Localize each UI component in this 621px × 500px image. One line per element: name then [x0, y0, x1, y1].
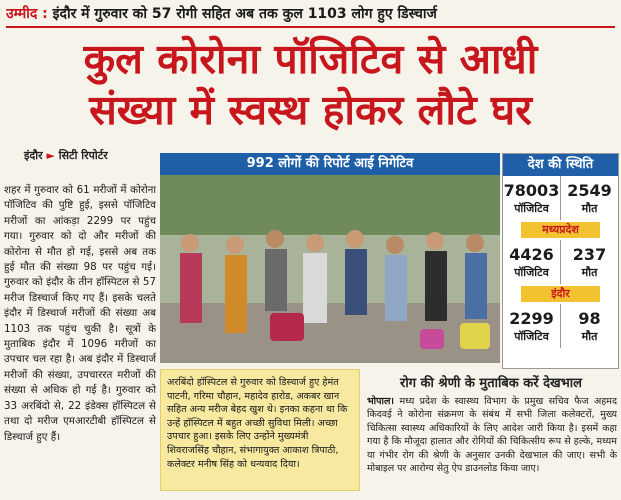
- strap-divider: [6, 26, 615, 28]
- country-deaths-count: 2549: [567, 181, 612, 200]
- city-stats-row: [503, 304, 618, 348]
- stats-box: [502, 153, 619, 369]
- side-story-body: [367, 395, 617, 495]
- stats-title: देश की स्थिति: [503, 154, 618, 176]
- discharged-patients-photo: [160, 153, 500, 363]
- state-positive-count: 4426: [509, 245, 554, 264]
- country-positive-count: 78003: [503, 181, 560, 200]
- country-deaths-label: मौत: [581, 202, 598, 215]
- city-positive-count: 2299: [509, 309, 554, 328]
- photo-caption-box: अरबिंदो हॉस्पिटल से गुरुवार को डिस्चार्ज हुए हेमंत पाटनी, गरिमा चौहान, महादेव हारोड, अकबर खान सहित अन्य मरीज बेहद खुश थे। इनका कहना था कि उन्हें हॉस्पिटल में बहुत अच्छी सुविधा मिली। अच्छा उपचार हुआ। इसके लिए उन्होंने मुख्यमंत्री शिवराजसिंह चौहान, संभागायुक्त आकाश त्रिपाठी, कलेक्टर मनीष सिंह को धन्यवाद दिया।: [160, 369, 360, 491]
- dateline-separator: ►: [46, 149, 55, 162]
- dateline: [24, 148, 108, 163]
- city-positive-label: पॉजिटिव: [514, 330, 549, 343]
- city-label: इंदौर: [521, 286, 600, 302]
- dateline-place: इंदौर: [24, 149, 43, 162]
- side-story-headline: रोग की श्रेणी के मुताबिक करें देखभाल: [400, 376, 582, 391]
- side-story-text: मध्य प्रदेश के स्वास्थ्य विभाग के प्रमुख सचिव फैज अहमद किदवई ने कोरोना संक्रमण के संबंध में सभी जिला कलेक्टरों, मुख्य चिकित्सा स्वास्थ्य अधिकारियों के लिए आदेश जारी किया है। इसमें कहा गया है कि मौजूदा हालात और रोगियों की चिकित्सीय रूप से हल्के, मध्यम या गंभीर रोग की श्रेणी के अनुसार उनकी देखभाल की जाए। सभी के मोबाइल पर आरोग्य सेतु ऐप डाउनलोड किया जाए।: [367, 396, 617, 475]
- main-headline: [6, 34, 615, 136]
- city-deaths-label: मौत: [581, 330, 598, 343]
- city-deaths-count: 98: [578, 309, 601, 328]
- state-label: मध्यप्रदेश: [521, 222, 600, 238]
- state-deaths-count: 237: [572, 245, 607, 264]
- country-positive-label: पॉजिटिव: [514, 202, 549, 215]
- state-positive-label: पॉजिटिव: [514, 266, 549, 279]
- main-story-body: शहर में गुरुवार को 61 मरीजों में कोरोना पॉजिटिव की पुष्टि हुई, इससे पॉजिटिव मरीजों का आंकड़ा 2299 पर पहुंच गया। गुरुवार को दो और मरीजों की कोरोना से मौत हो गई, इससे अब तक हुई मौत की संख्या 98 पर पहुंच गई। गुरुवार को इंदौर के तीन हॉस्पिटल से 57 मरीज डिस्चार्ज किए गए हैं। इसके चलते इंदौर में डिस्चार्ज मरीजों की संख्या अब 1103 तक पहुंच चुकी है। सूत्रों के मुताबिक इंदौर में 1096 मरीजों का उपचार चल रहा है। अब इंदौर में डिस्चार्ज मरीजों की संख्या, उपचाररत मरीजों की संख्या से अधिक हो गई है। गुरुवार को 33 अरबिंदो से, 22 इंडेक्स हॉस्पिटल से तथा दो मरीज एमआरटीबी हॉस्पिटल से डिस्चार्ज हुए हैं।: [4, 184, 156, 443]
- strap-label: उम्मीद :: [6, 6, 48, 22]
- side-story-place: भोपाल।: [367, 396, 395, 407]
- strap-text: इंदौर में गुरुवार को 57 रोगी सहित अब तक कुल 1103 लोग हुए डिस्चार्ज: [52, 6, 437, 22]
- headline-line-2: संख्या में स्वस्थ होकर लौटे घर: [89, 86, 532, 134]
- strap-line: [6, 3, 615, 25]
- state-stats-row: [503, 240, 618, 284]
- photo-caption-banner: 992 लोगों की रिपोर्ट आई निगेटिव: [160, 153, 500, 175]
- state-deaths-label: मौत: [581, 266, 598, 279]
- country-stats-row: [503, 176, 618, 220]
- headline-line-1: कुल कोरोना पॉजिटिव से आधी: [83, 35, 538, 83]
- news-photo: [160, 153, 500, 363]
- dateline-source: सिटी रिपोर्टर: [58, 149, 108, 162]
